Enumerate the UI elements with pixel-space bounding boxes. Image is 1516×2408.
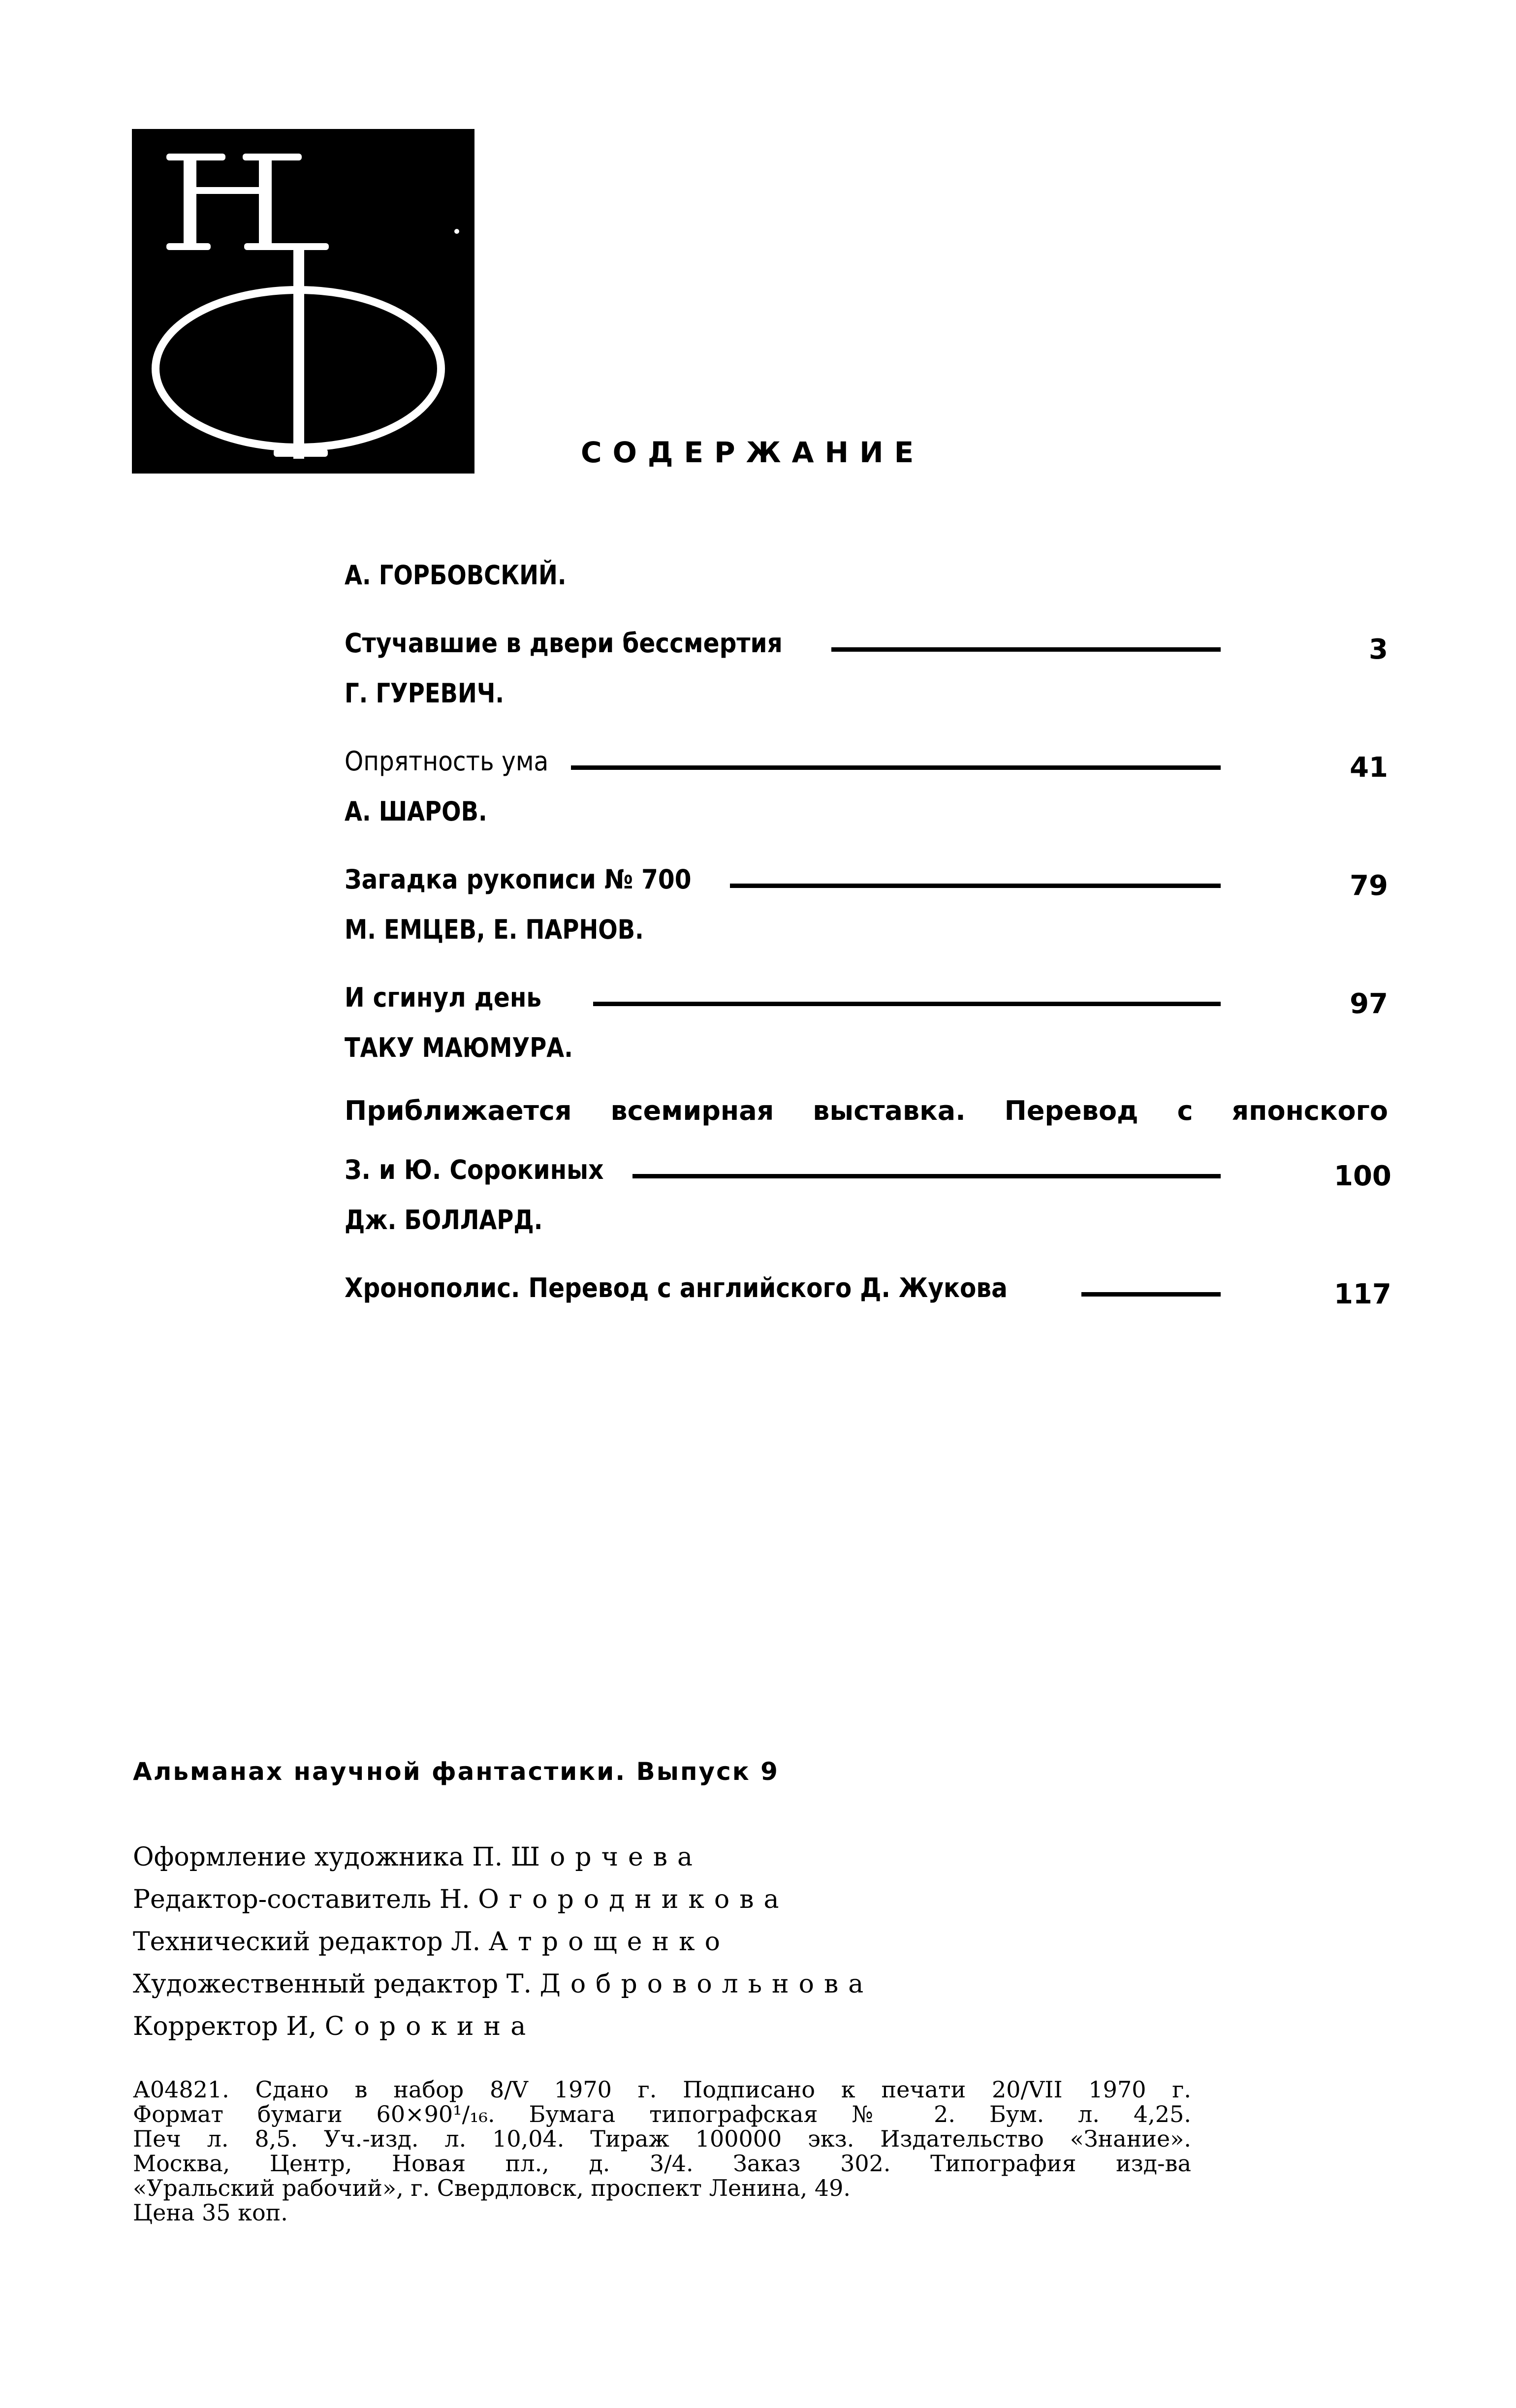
credit-role: Корректор И, (133, 2012, 317, 2041)
title-word: выставка. (813, 1095, 966, 1126)
toc-line[interactable] (345, 718, 1388, 784)
toc-author: М. ЕМЦЕВ, Е. ПАРНОВ. (345, 914, 644, 945)
toc-author: Г. ГУРЕВИЧ. (345, 678, 504, 709)
toc-page-number: 117 (1334, 1278, 1391, 1310)
toc-entry (345, 669, 1388, 784)
credit-line (133, 2005, 873, 2048)
table-of-contents (345, 551, 1391, 1314)
toc-entry (345, 551, 1388, 665)
toc-entry (345, 906, 1388, 1020)
title-word: с (1177, 1095, 1193, 1126)
almanac-title: Альманах научной фантастики. Выпуск 9 (133, 1757, 779, 1786)
toc-title: З. и Ю. Сорокиных (345, 1154, 604, 1185)
imprint-line: А04821. Сдано в набор 8/V 1970 г. Подписано к печати 20/VII 1970 г. (133, 2076, 1191, 2103)
title-word: всемирная (610, 1095, 774, 1126)
toc-title: Хронополис. Перевод с английского Д. Жукова (345, 1272, 1008, 1303)
credit-name: Атрощенко (488, 1927, 730, 1957)
credit-name: Добровольнова (539, 1969, 874, 1999)
leader-line (632, 1174, 1221, 1178)
leader-line (1081, 1292, 1221, 1297)
credit-role: Оформление художника П. (133, 1842, 503, 1872)
price-line: Цена 35 коп. (133, 2199, 288, 2226)
credit-line (133, 1878, 873, 1921)
title-word: Перевод (1004, 1095, 1138, 1126)
contents-heading: СОДЕРЖАНИЕ (581, 436, 925, 469)
imprint-line: Москва, Центр, Новая пл., д. 3/4. Заказ 302. Типография изд-ва (133, 2150, 1191, 2177)
leader-line (831, 647, 1221, 652)
imprint-block (133, 2077, 1191, 2225)
credit-role: Технический редактор Л. (133, 1927, 481, 1957)
toc-author: ТАКУ МАЮМУРА. (345, 1032, 573, 1063)
credit-role: Художественный редактор Т. (133, 1969, 532, 1999)
toc-line[interactable] (345, 836, 1388, 902)
imprint-line: «Уральский рабочий», г. Свердловск, проспект Ленина, 49. (133, 2175, 851, 2201)
nf-monogram-logo (132, 129, 474, 474)
toc-page-number: 100 (1334, 1160, 1391, 1192)
imprint-line: Печ л. 8,5. Уч.-изд. л. 10,04. Тираж 100000 экз. Издательство «Знание». (133, 2125, 1191, 2152)
toc-entry (345, 1196, 1391, 1310)
logo-icon (132, 129, 474, 474)
toc-line[interactable] (345, 954, 1388, 1020)
credit-line (133, 1836, 873, 1878)
imprint-line: Формат бумаги 60×90¹/₁₆. Бумага типографская № 2. Бум. л. 4,25. (133, 2101, 1191, 2127)
toc-entry (345, 788, 1388, 902)
toc-title: Загадка рукописи № 700 (345, 864, 692, 895)
toc-title: Опрятность ума (345, 746, 549, 777)
leader-line (571, 765, 1221, 770)
toc-author: А. ГОРБОВСКИЙ. (345, 560, 567, 591)
toc-title: И сгинул день (345, 982, 542, 1013)
toc-entry (345, 1024, 1391, 1192)
credits-list (133, 1836, 873, 2048)
credit-name: Шорчева (510, 1842, 703, 1872)
toc-line[interactable] (345, 600, 1388, 665)
title-word: японского (1232, 1095, 1388, 1126)
toc-line[interactable] (345, 1244, 1391, 1310)
toc-title-first-line (345, 1072, 1388, 1126)
toc-page-number: 3 (1369, 634, 1388, 665)
leader-line (730, 884, 1221, 888)
title-word: Приближается (345, 1095, 572, 1126)
credit-name: Огородникова (478, 1885, 789, 1914)
toc-page-number: 41 (1350, 752, 1388, 784)
credit-role: Редактор-составитель Н. (133, 1885, 470, 1914)
credit-line (133, 1963, 873, 2005)
toc-author: А. ШАРОВ. (345, 796, 487, 827)
toc-title: Стучавшие в двери бессмертия (345, 628, 783, 659)
toc-line[interactable] (345, 1126, 1391, 1192)
toc-page-number: 97 (1350, 988, 1388, 1020)
leader-line (593, 1002, 1221, 1006)
credit-name: Сорокина (324, 2012, 536, 2041)
credit-line (133, 1921, 873, 1963)
toc-page-number: 79 (1350, 870, 1388, 902)
toc-author: Дж. БОЛЛАРД. (345, 1204, 543, 1236)
